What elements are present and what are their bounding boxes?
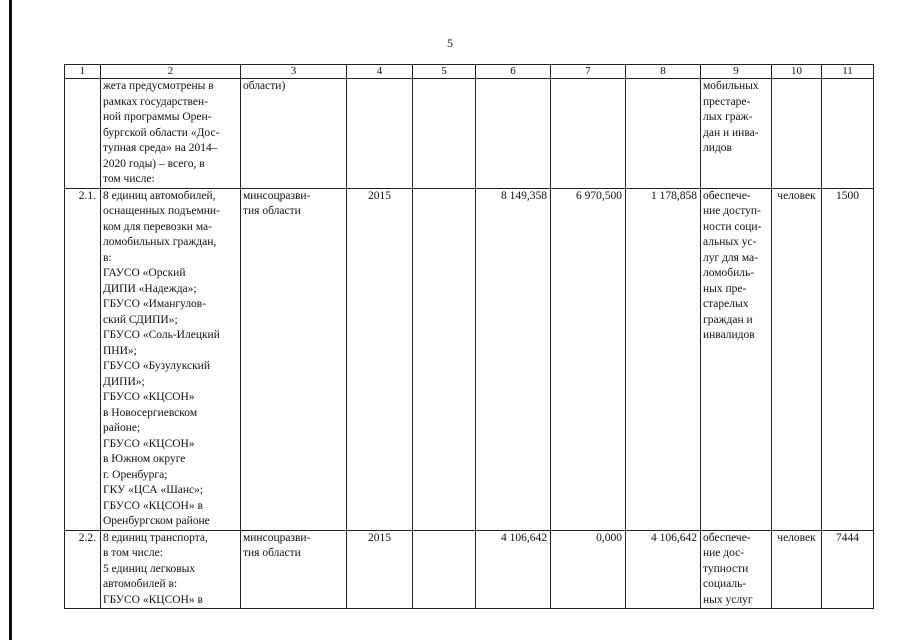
measure-description [101,188,241,530]
text-line: инвалидов [703,329,755,341]
text-line: альных ус- [703,236,757,248]
row-number: 2.2. [65,530,101,609]
text-line: ский СДИПИ»; [103,313,178,326]
total-cell: 4 106,642 [476,530,551,609]
text-line: ГБУСО «Бузулукский [103,360,210,372]
text-line: ности соци- [703,220,762,233]
total-cell [476,79,551,189]
text-line: Оренбургском районе [103,515,210,527]
header-row [65,65,874,79]
text-line: престаре- [703,95,751,108]
row-number [65,79,101,189]
text-line: обеспече- [703,531,751,544]
year-cell [347,79,413,189]
header-cell: 4 [347,65,413,79]
regional-cell: 4 106,642 [626,530,701,609]
header-cell: 1 [65,65,101,79]
col5-cell [413,188,476,530]
page-number: 5 [447,36,453,50]
program-table [64,64,874,609]
measure-description [101,530,241,609]
header-cell: 11 [822,65,874,79]
row-number: 2.1. [65,188,101,530]
text-line: в: [103,251,112,264]
text-line: дан и инва- [703,126,759,139]
text-line: ние доступ- [703,205,761,217]
text-line: ГБУСО «КЦСОН» в [103,499,203,512]
text-line: 8 единиц автомобилей, [103,189,216,202]
text-line: ДИПИ»; [103,375,145,388]
table-row [65,79,874,189]
text-line: минсоцразви- [243,531,311,544]
result-cell [701,188,772,530]
col5-cell [413,530,476,609]
table-row [65,530,874,609]
text-line: социаль- [703,578,747,590]
text-line: ГАУСО «Орский [103,267,186,279]
left-margin-line [9,0,12,640]
year-cell: 2015 [347,188,413,530]
federal-cell: 0,000 [551,530,626,609]
text-line: оснащенных подъемни- [103,205,220,217]
text-line: ние дос- [703,547,745,559]
text-line: лидов [703,142,732,154]
text-line: автомобилей в: [103,578,178,590]
value-cell [822,79,874,189]
text-line: жета предусмотрены в [103,80,214,92]
text-line: 8 единиц транспорта, [103,531,208,544]
unit-cell [772,79,822,189]
text-line: ных пре- [703,282,747,295]
header-cell: 6 [476,65,551,79]
text-line: 5 единиц легковых [103,562,196,575]
text-line: районе; [103,422,141,434]
text-line: том числе: [103,173,155,185]
text-line: в Новосергиевском [103,406,198,419]
executor-cell [241,79,347,189]
text-line: лых граж- [703,111,753,123]
text-line: 2020 годы) – всего, в [103,157,205,170]
text-line: ломобильных граждан, [103,236,217,248]
result-cell [701,79,772,189]
text-line: ГБУСО «Соль-Илецкий [103,329,220,341]
table-row [65,188,874,530]
unit-cell: человек [772,188,822,530]
text-line: ных услуг [703,593,753,606]
text-line: минсоцразви- [243,189,311,202]
text-line: луг для ма- [703,251,758,264]
value-cell: 1500 [822,188,874,530]
header-cell: 10 [772,65,822,79]
text-line: ПНИ»; [103,344,137,357]
header-cell: 2 [101,65,241,79]
executor-cell [241,188,347,530]
text-line: ной программы Орен- [103,111,212,123]
regional-cell [626,79,701,189]
result-cell [701,530,772,609]
text-line: мобильных [703,80,759,92]
col5-cell [413,79,476,189]
text-line: тупности [703,562,749,575]
header-cell: 8 [626,65,701,79]
text-line: тупная среда» на 2014– [103,142,218,154]
text-line: ГБУСО «КЦСОН» [103,391,195,403]
header-cell: 3 [241,65,347,79]
text-line: старелых [703,298,749,310]
measure-description [101,79,241,189]
text-line: бургской области «Дос- [103,126,220,139]
text-line: тия области [243,205,301,217]
unit-cell: человек [772,530,822,609]
text-line: ломобиль- [703,267,755,279]
value-cell: 7444 [822,530,874,609]
text-line: области) [243,80,286,92]
text-line: г. Оренбурга; [103,468,168,481]
text-line: граждан и [703,313,753,326]
text-line: ком для перевозки ма- [103,220,212,233]
header-cell: 9 [701,65,772,79]
text-line: ГБУСО «КЦСОН» в [103,593,203,606]
text-line: ГКУ «ЦСА «Шанс»; [103,484,204,496]
text-line: тия области [243,547,301,559]
text-line: ГБУСО «Имангулов- [103,298,207,310]
federal-cell: 6 970,500 [551,188,626,530]
text-line: ДИПИ «Надежда»; [103,282,197,295]
regional-cell: 1 178,858 [626,188,701,530]
text-line: в том числе: [103,547,163,559]
year-cell: 2015 [347,530,413,609]
header-cell: 7 [551,65,626,79]
text-line: ГБУСО «КЦСОН» [103,437,195,450]
total-cell: 8 149,358 [476,188,551,530]
executor-cell [241,530,347,609]
text-line: рамках государствен- [103,95,209,108]
text-line: обеспече- [703,189,751,202]
text-line: в Южном округе [103,453,186,465]
header-cell: 5 [413,65,476,79]
federal-cell [551,79,626,189]
